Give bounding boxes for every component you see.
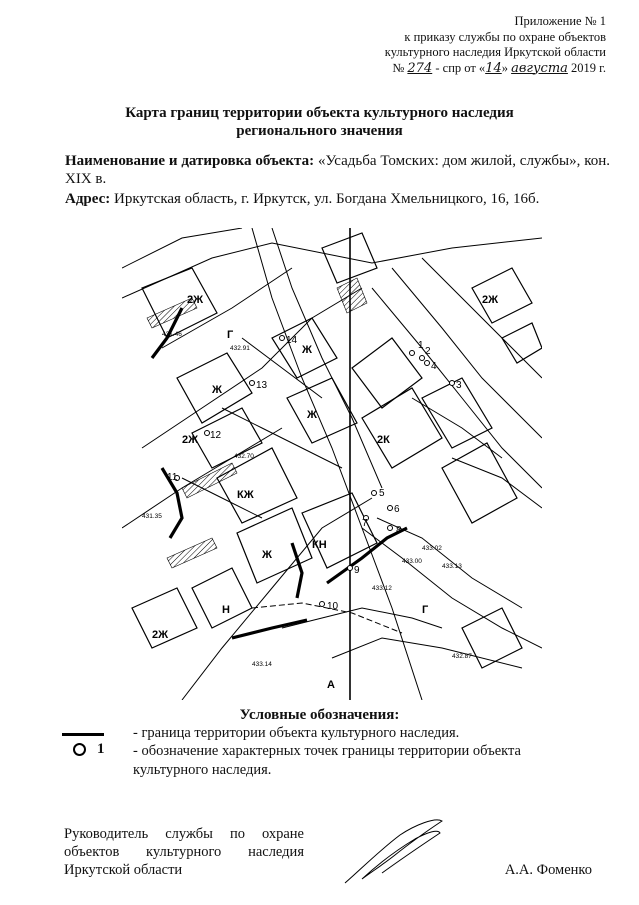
height-label-7: 433.00: [402, 558, 422, 565]
appendix-block: [385, 14, 606, 76]
zone-label-g-2: Г: [422, 604, 429, 616]
cadastral-map: [122, 228, 542, 700]
boundary-point-3: [450, 381, 455, 386]
boundary-line-symbol: [62, 733, 104, 736]
boundary-point-1: [410, 351, 415, 356]
point-label-1: 1: [418, 340, 424, 351]
point-label-3: 3: [456, 380, 462, 391]
zone-label-2zh: 2Ж: [187, 294, 204, 306]
point-label-7: 7: [362, 518, 368, 529]
object-name: [65, 152, 610, 188]
legend-boundary-text: - граница территории объекта культурного наследия.: [133, 725, 460, 741]
title-line-1: Карта границ территории объекта культурного наследия: [125, 105, 514, 121]
point-label-8: 8: [396, 525, 402, 536]
boundary-point-8: [388, 526, 393, 531]
height-label-2: 432.91: [230, 345, 250, 352]
zone-label-2zh-d: 2Ж: [152, 629, 169, 641]
title-line-2: регионального значения: [236, 123, 403, 139]
point-label-9: 9: [354, 565, 360, 576]
point-label-5: 5: [379, 488, 385, 499]
zone-label-zh-3: Ж: [302, 344, 312, 356]
point-circle-symbol: [73, 743, 86, 756]
legend-title: Условные обозначения:: [239, 707, 400, 723]
zone-label-kn: КН: [312, 539, 327, 551]
point-label-13: 13: [256, 380, 268, 391]
object-name-label: Наименование и датировка объекта:: [65, 153, 315, 169]
address-label: Адрес:: [65, 191, 111, 207]
order-number-prefix: №: [392, 60, 405, 75]
order-number: 274: [407, 60, 433, 76]
signer-position: Руководитель службы по охране объектов культурного наследия Иркутской области: [64, 826, 304, 878]
height-label-3: 432.70: [234, 453, 254, 460]
height-label-1: 431.46: [162, 331, 182, 338]
boundary-point-6: [388, 506, 393, 511]
legend-point-number: 1: [97, 741, 105, 757]
height-label-9: 433.12: [372, 585, 392, 592]
zone-label-a: А: [327, 679, 335, 691]
point-label-12: 12: [210, 430, 222, 441]
order-date-prefix: - спр от «: [435, 60, 486, 75]
boundary-point-2: [420, 356, 425, 361]
point-label-14: 14: [286, 335, 298, 346]
signer-name: А.А. Фоменко: [504, 862, 592, 878]
boundary-point-5: [372, 491, 377, 496]
point-label-11: 11: [167, 472, 178, 483]
boundary-point-4: [425, 361, 430, 366]
boundary-point-9: [348, 566, 353, 571]
zone-label-zh-2: Ж: [262, 549, 272, 561]
order-day-close: »: [501, 60, 508, 75]
document-title: [60, 104, 579, 140]
object-address: [65, 190, 610, 208]
zone-label-zh-4: Ж: [307, 409, 317, 421]
point-label-6: 6: [394, 504, 400, 515]
zone-label-kzh: КЖ: [237, 489, 254, 501]
point-label-4: 4: [431, 361, 437, 372]
appendix-line-2: к приказу службы по охране объектов: [404, 29, 606, 44]
order-month: августа: [511, 60, 568, 76]
order-day: 14: [485, 60, 502, 76]
zone-label-n: Н: [222, 604, 230, 616]
order-year: 2019 г.: [571, 60, 606, 75]
point-label-2: 2: [425, 346, 431, 357]
object-name-value: «Усадьба Томских: дом жилой, службы», кон. XIX в.: [65, 153, 611, 187]
point-label-10: 10: [327, 601, 339, 612]
boundary-point-12: [205, 431, 210, 436]
zone-label-zh-1: Ж: [212, 384, 222, 396]
zone-label-2zh-c: 2Ж: [482, 294, 499, 306]
height-label-10: 431.35: [142, 513, 162, 520]
legend-point-text: - обозначение характерных точек границы территории объекта культурного наследия.: [133, 743, 521, 778]
zone-label-2zh-b: 2Ж: [182, 434, 199, 446]
appendix-order-line: [385, 61, 606, 77]
address-value: Иркутская область, г. Иркутск, ул. Богдана Хмельницкого, 16, 16б.: [114, 191, 540, 207]
boundary-point-13: [250, 381, 255, 386]
boundary-point-10: [320, 602, 325, 607]
zone-label-2k: 2К: [377, 434, 390, 446]
boundary-point-14: [280, 336, 285, 341]
zone-label-g-1: Г: [227, 329, 234, 341]
height-label-8: 432.87: [452, 653, 472, 660]
appendix-line-3: культурного наследия Иркутской области: [384, 45, 606, 59]
height-label-4: 433.02: [422, 545, 442, 552]
appendix-line-1: Приложение № 1: [514, 14, 606, 28]
height-label-6: 433.14: [252, 661, 272, 668]
handwritten-signature: [340, 815, 450, 887]
height-label-5: 433.13: [442, 563, 462, 570]
